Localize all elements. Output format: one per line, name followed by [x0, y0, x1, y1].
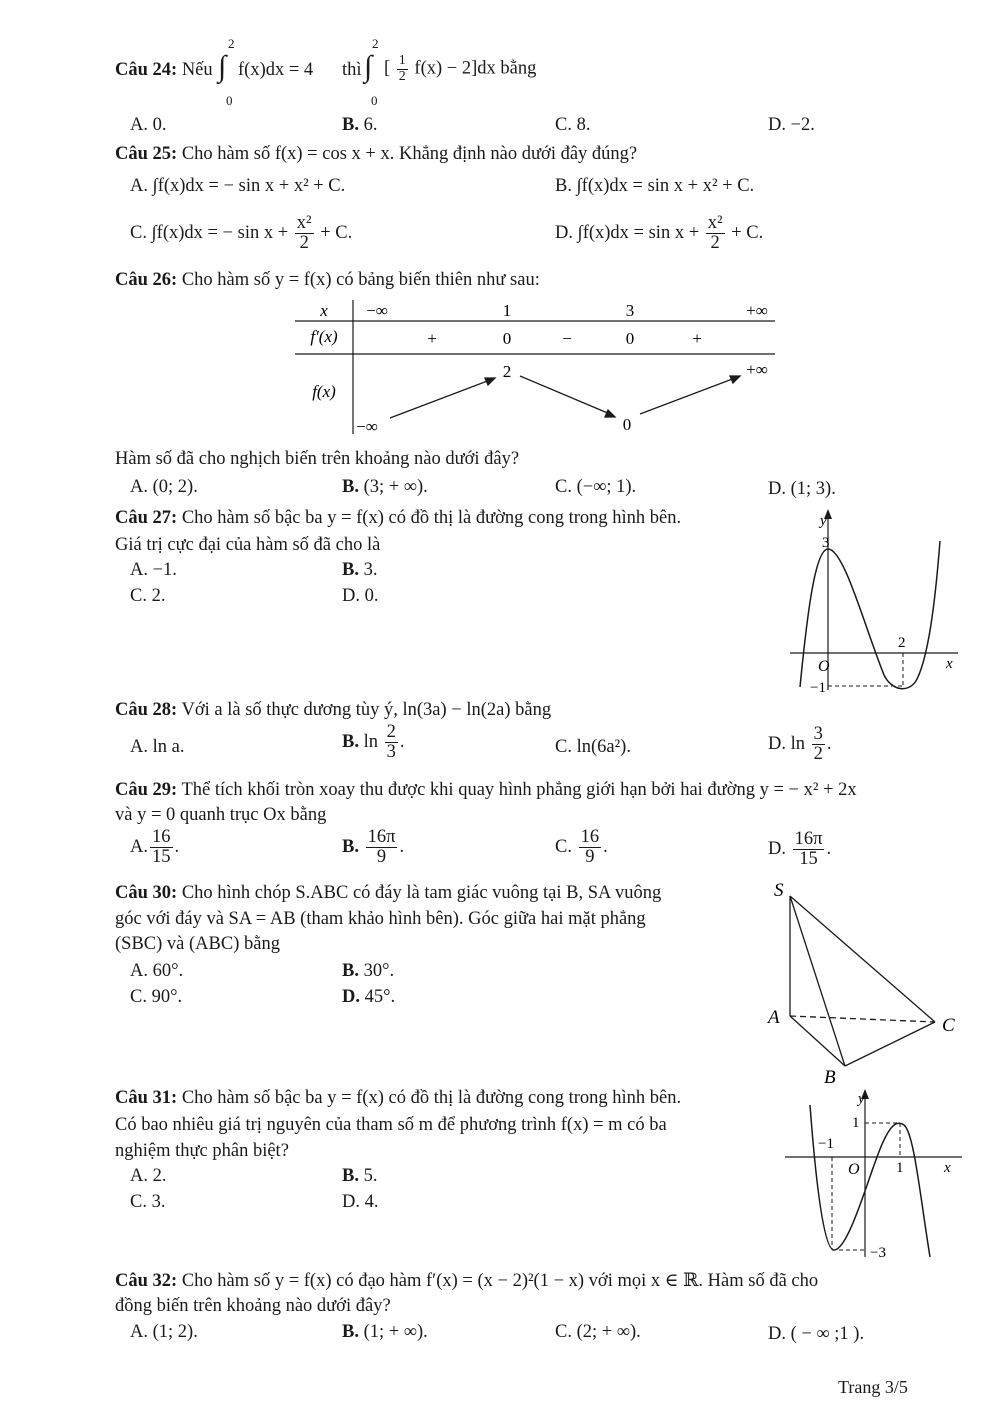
- q31-option-c[interactable]: [130, 1192, 165, 1213]
- opt-key: B.: [342, 961, 359, 981]
- q26-text: Cho hàm số y = f(x) có bảng biến thiên như sau:: [181, 270, 540, 290]
- q30-vertex-a: A: [768, 1007, 780, 1028]
- opt-val: 0.: [152, 115, 167, 135]
- opt-val: 0.: [364, 586, 379, 606]
- q27-tick-m1: −1: [810, 680, 826, 696]
- q25-option-d[interactable]: [555, 214, 763, 254]
- q26-arrow-up-2: [730, 376, 740, 383]
- q31-tick-x1: 1: [896, 1160, 904, 1176]
- q25-stem: [115, 144, 637, 165]
- opt-val: (3; + ∞).: [363, 477, 428, 497]
- opt-val: 3.: [363, 560, 378, 580]
- opt-key: C.: [130, 586, 147, 606]
- q24-option-d[interactable]: [768, 115, 815, 136]
- opt-val: 60°.: [152, 961, 184, 981]
- opt-key: A.: [130, 477, 148, 497]
- q32-text-1: Cho hàm số y = f(x) có đạo hàm f′(x) = (x − 2)²(1 − x) với mọi x ∈ ℝ. Hàm số đã cho: [181, 1271, 819, 1291]
- q24-label: Câu 24:: [115, 60, 178, 80]
- q29-option-b[interactable]: B. $\frac{16\pi}{9}$ .: [342, 827, 405, 868]
- q32-label: Câu 32:: [115, 1271, 178, 1291]
- opt-frac: [579, 828, 602, 868]
- opt-key: B.: [342, 1166, 359, 1186]
- q26-sign-0: +: [427, 329, 437, 348]
- q28-option-b[interactable]: [342, 723, 404, 763]
- opt-key: D.: [768, 734, 786, 755]
- opt-key: B.: [342, 560, 359, 580]
- opt-key: B.: [342, 477, 359, 497]
- opt-key: D.: [768, 115, 786, 135]
- q31-tick-1: 1: [852, 1115, 860, 1131]
- opt-key: A.: [130, 115, 148, 135]
- frac-den: 2: [299, 233, 309, 254]
- opt-val: (1; 2).: [152, 1322, 198, 1342]
- opt-val: −1.: [152, 560, 177, 580]
- q29-stem-2: và y = 0 quanh trục Ox bằng: [115, 805, 327, 825]
- q27-stem-2: Giá trị cực đại của hàm số đã cho là: [115, 535, 381, 555]
- opt-val: ln a.: [152, 737, 185, 757]
- frac-den: 2: [710, 233, 720, 254]
- opt-val-pre: ∫f(x)dx = − sin x +: [151, 223, 289, 244]
- q28-stem: [115, 700, 551, 721]
- q24-half-num: 1: [398, 53, 406, 68]
- opt-val-pre: ln: [790, 734, 806, 755]
- q26-f-val-0: −∞: [356, 417, 378, 436]
- opt-key: D.: [555, 223, 573, 244]
- opt-frac: [295, 214, 314, 254]
- q30-stem-1: [115, 883, 661, 904]
- frac-num: x²: [707, 213, 723, 233]
- frac-num: 16π: [367, 827, 396, 847]
- opt-key: D.: [342, 1192, 360, 1212]
- q27-stem-1: [115, 508, 681, 529]
- opt-key: C.: [130, 1192, 147, 1212]
- frac-num: 16π: [794, 829, 823, 849]
- opt-key: B.: [342, 1322, 359, 1342]
- q27-option-b[interactable]: [342, 560, 377, 581]
- opt-val: 45°.: [364, 987, 396, 1007]
- frac-num: 16: [580, 827, 600, 847]
- page-number: Trang 3/5: [838, 1377, 908, 1397]
- q26-sign-1: 0: [502, 329, 512, 348]
- opt-key: C.: [555, 837, 572, 858]
- opt-frac: [366, 828, 398, 868]
- opt-key: A.: [130, 560, 148, 580]
- opt-val: 2.: [152, 1166, 167, 1186]
- q27-y-label: y: [820, 513, 827, 529]
- opt-key: D.: [342, 586, 360, 606]
- q24-option-c[interactable]: [555, 115, 590, 136]
- opt-frac: [385, 723, 398, 763]
- opt-val: ∫f(x)dx = sin x + x² + C.: [576, 176, 755, 196]
- opt-val: (−∞; 1).: [576, 477, 637, 497]
- frac-num: 16: [152, 827, 171, 847]
- q24-option-b[interactable]: [342, 115, 377, 136]
- q26-question: Hàm số đã cho nghịch biến trên khoảng nào dưới đây?: [115, 449, 520, 469]
- q26-arrow-up-1: [485, 378, 495, 385]
- q31-origin-label: O: [848, 1161, 860, 1178]
- q24-lim-bot-2: 0: [371, 93, 378, 108]
- q24-lim-top-1: 2: [228, 36, 235, 51]
- q30-option-c[interactable]: [130, 987, 182, 1008]
- q27-tick-2: 2: [898, 635, 906, 651]
- q31-x-label: x: [944, 1160, 951, 1176]
- opt-key: C.: [555, 737, 572, 757]
- opt-val: 30°.: [363, 961, 395, 981]
- q31-stem-1: [115, 1088, 681, 1109]
- q28-text: Với a là số thực dương tùy ý, ln(3a) − ln(2a) bằng: [181, 700, 552, 720]
- q31-tick-m3: −3: [870, 1245, 886, 1261]
- q24-integral-2: ∫: [364, 50, 373, 83]
- q30-stem-2: góc với đáy và SA = AB (tham khảo hình bên). Góc giữa hai mặt phẳng: [115, 909, 646, 929]
- q29-option-c[interactable]: C. $\frac{16}{9}$ .: [555, 827, 608, 868]
- q24-stem: [115, 60, 213, 81]
- q24-lim-bot-1: 0: [226, 93, 233, 108]
- q27-option-c[interactable]: [130, 586, 165, 607]
- q25-label: Câu 25:: [115, 144, 178, 164]
- frac-den: 15: [152, 847, 171, 868]
- q25-text: Cho hàm số f(x) = cos x + x. Khẳng định nào dưới đây đúng?: [181, 144, 638, 164]
- q29-label: Câu 29:: [115, 780, 178, 800]
- frac-den: 9: [376, 847, 387, 868]
- q27-x-label: x: [946, 656, 953, 672]
- q29-text-1: Thể tích khối tròn xoay thu được khi quay hình phẳng giới hạn bởi hai đường y = − x² + 2x: [181, 780, 857, 800]
- q29-option-d[interactable]: D. $\frac{16\pi}{15}$ .: [768, 829, 832, 870]
- q24-half-den: 2: [398, 68, 406, 84]
- q24-option-a[interactable]: [130, 115, 167, 136]
- frac-den: 15: [799, 849, 818, 870]
- q31-tick-m1: −1: [818, 1136, 834, 1152]
- opt-key: C.: [555, 1322, 572, 1342]
- opt-val: −2.: [790, 115, 815, 135]
- opt-val-post: .: [399, 732, 405, 753]
- opt-val: (1; + ∞).: [363, 1322, 428, 1342]
- opt-val: 2.: [151, 586, 166, 606]
- opt-val: 90°.: [151, 987, 183, 1007]
- q24-expr-2b: f(x) − 2]dx: [414, 58, 496, 79]
- opt-val: 8.: [576, 115, 591, 135]
- q26-x-val-1: 1: [502, 301, 512, 320]
- q31-option-a[interactable]: [130, 1166, 167, 1187]
- opt-key: A.: [130, 1166, 148, 1186]
- q30-text-1: Cho hình chóp S.ABC có đáy là tam giác vuông tại B, SA vuông: [181, 883, 662, 903]
- q30-option-d[interactable]: [342, 987, 395, 1008]
- q29-stem-1: [115, 780, 857, 801]
- opt-key: A.: [130, 1322, 148, 1342]
- q24-post: bằng: [500, 58, 537, 79]
- q26-f-val-3: +∞: [746, 360, 768, 379]
- q31-label: Câu 31:: [115, 1088, 178, 1108]
- q27-text-1: Cho hàm số bậc ba y = f(x) có đồ thị là đường cong trong hình bên.: [181, 508, 682, 528]
- opt-val: 4.: [364, 1192, 379, 1212]
- q26-head-fprime: f′(x): [310, 327, 338, 346]
- q26-option-d[interactable]: [768, 479, 836, 500]
- q32-option-d[interactable]: [768, 1324, 864, 1345]
- q30-pyramid-figure: [760, 878, 965, 1088]
- q26-head-f: f(x): [312, 382, 336, 401]
- q31-option-d[interactable]: [342, 1192, 379, 1213]
- q26-variation-table: [295, 296, 785, 438]
- q26-arrow-down: [605, 410, 615, 417]
- q26-stem: [115, 270, 540, 291]
- q26-x-val-3: +∞: [746, 301, 768, 320]
- q24-expr-1: f(x)dx = 4: [238, 60, 314, 80]
- q27-graph: [780, 505, 970, 700]
- q30-vertex-b: B: [824, 1067, 836, 1088]
- opt-val: (1; 3).: [790, 479, 836, 499]
- q30-vertex-s: S: [774, 880, 784, 901]
- opt-key: B.: [342, 732, 359, 753]
- opt-key: A.: [130, 737, 148, 757]
- frac-num: 3: [813, 724, 823, 744]
- opt-val: 5.: [363, 1166, 378, 1186]
- q26-f-val-1: 2: [502, 362, 512, 381]
- q24-pre: Nếu: [181, 60, 213, 80]
- q31-text-1: Cho hàm số bậc ba y = f(x) có đồ thị là đường cong trong hình bên.: [181, 1088, 682, 1108]
- opt-val: ( − ∞ ;1 ).: [790, 1324, 865, 1344]
- q32-stem-1: [115, 1270, 818, 1292]
- q27-origin-label: O: [818, 658, 830, 675]
- opt-key: C.: [130, 223, 147, 244]
- q26-f-val-2: 0: [622, 415, 632, 434]
- q32-option-b[interactable]: [342, 1322, 428, 1343]
- q32-option-a[interactable]: [130, 1322, 198, 1343]
- opt-key: C.: [555, 115, 572, 135]
- opt-val: ln(6a²).: [576, 737, 631, 757]
- q26-head-x: x: [320, 301, 328, 320]
- q30-option-a[interactable]: [130, 961, 183, 982]
- opt-val: ∫f(x)dx = − sin x + x² + C.: [152, 176, 346, 196]
- q26-option-b[interactable]: [342, 477, 428, 498]
- q26-label: Câu 26:: [115, 270, 178, 290]
- q28-option-c[interactable]: [555, 737, 631, 758]
- opt-key: D.: [768, 839, 786, 860]
- q24-expr-2: [384, 54, 536, 84]
- q24-expr-2a: [: [384, 58, 391, 79]
- opt-key: A.: [130, 961, 148, 981]
- q25-option-b[interactable]: [555, 176, 754, 197]
- opt-val-post: + C.: [731, 223, 764, 244]
- q24-lim-top-2: 2: [372, 36, 379, 51]
- opt-val: 3.: [151, 1192, 166, 1212]
- opt-key: B.: [555, 176, 572, 196]
- opt-key: A.: [130, 176, 148, 196]
- frac-den: 3: [386, 742, 396, 763]
- opt-val-pre: ln: [363, 732, 378, 753]
- frac-den: 9: [585, 847, 595, 868]
- q28-option-d[interactable]: [768, 725, 832, 765]
- q27-option-a[interactable]: [130, 560, 177, 581]
- opt-val: (2; + ∞).: [576, 1322, 641, 1342]
- opt-key: D.: [342, 987, 360, 1007]
- q26-sign-3: 0: [625, 329, 635, 348]
- opt-val-post: .: [826, 734, 832, 755]
- frac-num: x²: [296, 213, 312, 233]
- opt-key: D.: [768, 479, 786, 499]
- q30-option-b[interactable]: [342, 961, 394, 982]
- opt-key: A.: [130, 837, 148, 858]
- frac-num: 2: [386, 722, 396, 742]
- q24-integral-1: ∫: [218, 50, 227, 83]
- q26-sign-4: +: [692, 329, 702, 348]
- q26-x-val-2: 3: [625, 301, 635, 320]
- q24-mid: thì: [342, 60, 362, 80]
- opt-key: C.: [555, 477, 572, 497]
- opt-key: D.: [768, 1324, 786, 1344]
- q31-curve: [810, 1105, 930, 1257]
- q28-option-a[interactable]: [130, 737, 184, 758]
- opt-val-pre: ∫f(x)dx = sin x +: [577, 223, 700, 244]
- opt-val-post: + C.: [320, 223, 353, 244]
- q26-option-a[interactable]: [130, 477, 198, 498]
- q28-label: Câu 28:: [115, 700, 178, 720]
- q30-label: Câu 30:: [115, 883, 178, 903]
- q27-option-d[interactable]: [342, 586, 379, 607]
- q32-stem-2: đồng biến trên khoảng nào dưới đây?: [115, 1296, 391, 1316]
- q32-option-c[interactable]: [555, 1322, 641, 1343]
- opt-val: (0; 2).: [152, 477, 198, 497]
- q29-option-a[interactable]: A. $\frac{16}{15}$ .: [130, 827, 180, 868]
- q30-stem-3: (SBC) và (ABC) bằng: [115, 934, 280, 954]
- q25-option-c[interactable]: [130, 214, 352, 254]
- q31-graph: [780, 1085, 970, 1265]
- q30-vertex-c: C: [942, 1015, 955, 1036]
- opt-frac: [793, 830, 825, 870]
- q25-option-a[interactable]: [130, 176, 345, 197]
- q31-y-label: y: [858, 1091, 865, 1107]
- q31-option-b[interactable]: [342, 1166, 377, 1187]
- q27-label: Câu 27:: [115, 508, 178, 528]
- opt-key: B.: [342, 837, 359, 858]
- q26-x-val-0: −∞: [366, 301, 388, 320]
- opt-key: C.: [130, 987, 147, 1007]
- opt-val: 6.: [363, 115, 378, 135]
- q27-tick-3: 3: [822, 535, 830, 551]
- q26-option-c[interactable]: [555, 477, 636, 498]
- frac-den: 2: [813, 744, 823, 765]
- q26-sign-2: −: [562, 329, 572, 348]
- q31-stem-3: nghiệm thực phân biệt?: [115, 1141, 289, 1161]
- opt-frac: [150, 828, 173, 868]
- opt-frac: [706, 214, 725, 254]
- q24-half: [397, 54, 408, 84]
- opt-key: B.: [342, 115, 359, 135]
- q31-stem-2: Có bao nhiêu giá trị nguyên của tham số m để phương trình f(x) = m có ba: [115, 1115, 667, 1135]
- opt-frac: [812, 725, 825, 765]
